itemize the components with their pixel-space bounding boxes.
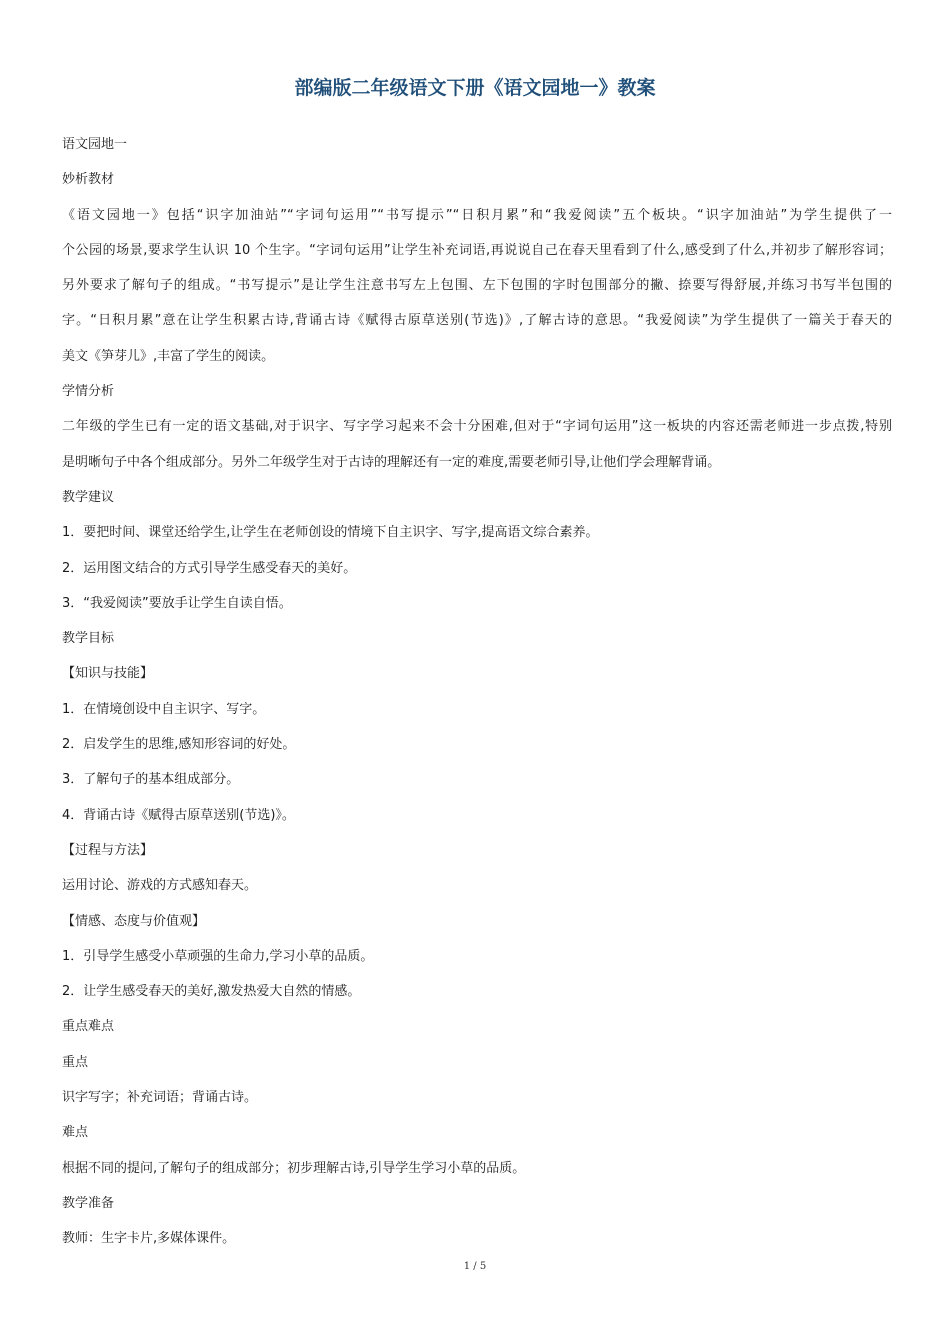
text-line: 【情感、态度与价值观】	[62, 913, 206, 929]
text-line: 教学建议	[62, 489, 115, 505]
text-line: 识字写字；补充词语；背诵古诗。	[62, 1090, 258, 1106]
text-line: 3．“我爱阅读”要放手让学生自读自悟。	[62, 595, 292, 611]
text-line: 2．让学生感受春天的美好,激发热爱大自然的情感。	[62, 984, 361, 1000]
document-body	[62, 127, 892, 1257]
text-line: 教学目标	[62, 631, 115, 647]
page-number: 1 / 5	[463, 1261, 487, 1272]
text-line: 【知识与技能】	[62, 666, 154, 682]
text-line: 3．了解句子的基本组成部分。	[62, 772, 240, 788]
text-line: 另外要求了解句子的组成。“书写提示”是让学生注意书写左上包围、左下包围的字时包围部分的撇、捺要写得舒展,并练习书写半包围的	[62, 278, 892, 294]
text-line: 妙析教材	[62, 172, 115, 188]
text-line: 二年级的学生已有一定的语文基础,对于识字、写字学习起来不会十分困难,但对于“字词句运用”这一板块的内容还需老师进一步点拨,特别	[62, 419, 892, 435]
text-line: 运用讨论、游戏的方式感知春天。	[62, 878, 258, 894]
text-line: 学情分析	[62, 384, 115, 400]
text-line: 1．引导学生感受小草顽强的生命力,学习小草的品质。	[62, 948, 374, 964]
text-line: 《语文园地一》包括“识字加油站”“字词句运用”“书写提示”“日积月累”和“我爱阅读”五个板块。“识字加油站”为学生提供了一	[62, 207, 892, 223]
text-line: 【过程与方法】	[62, 842, 154, 858]
text-line: 教学准备	[62, 1195, 115, 1211]
text-line: 语文园地一	[62, 137, 128, 152]
text-line: 1．在情境创设中自主识字、写字。	[62, 701, 266, 717]
text-line: 个公园的场景,要求学生认识 10 个生字。“字词句运用”让学生补充词语,再说说自己在春天里看到了什么,感受到了什么,并初步了解形容词；	[62, 242, 892, 258]
text-line: 1．要把时间、课堂还给学生,让学生在老师创设的情境下自主识字、写字,提高语文综合素养。	[62, 525, 599, 541]
text-line: 2．运用图文结合的方式引导学生感受春天的美好。	[62, 560, 357, 576]
text-line: 美文《笋芽儿》,丰富了学生的阅读。	[62, 348, 275, 364]
text-line: 难点	[62, 1125, 89, 1141]
text-line: 重点难点	[62, 1019, 115, 1035]
text-line: 重点	[62, 1054, 89, 1070]
document-title: 部编版二年级语文下册《语文园地一》教案	[294, 77, 656, 99]
text-line: 教师：生字卡片,多媒体课件。	[62, 1231, 236, 1247]
text-line: 是明晰句子中各个组成部分。另外二年级学生对于古诗的理解还有一定的难度,需要老师引导,让他们学会理解背诵。	[62, 454, 721, 470]
text-line: 4．背诵古诗《赋得古原草送别(节选)》。	[62, 807, 295, 823]
text-line: 根据不同的提问,了解句子的组成部分；初步理解古诗,引导学生学习小草的品质。	[62, 1160, 526, 1176]
text-line: 字。“日积月累”意在让学生积累古诗,背诵古诗《赋得古原草送别(节选)》,了解古诗的意思。“我爱阅读”为学生提供了一篇关于春天的	[62, 313, 892, 329]
text-line: 2．启发学生的思维,感知形容词的好处。	[62, 737, 296, 753]
